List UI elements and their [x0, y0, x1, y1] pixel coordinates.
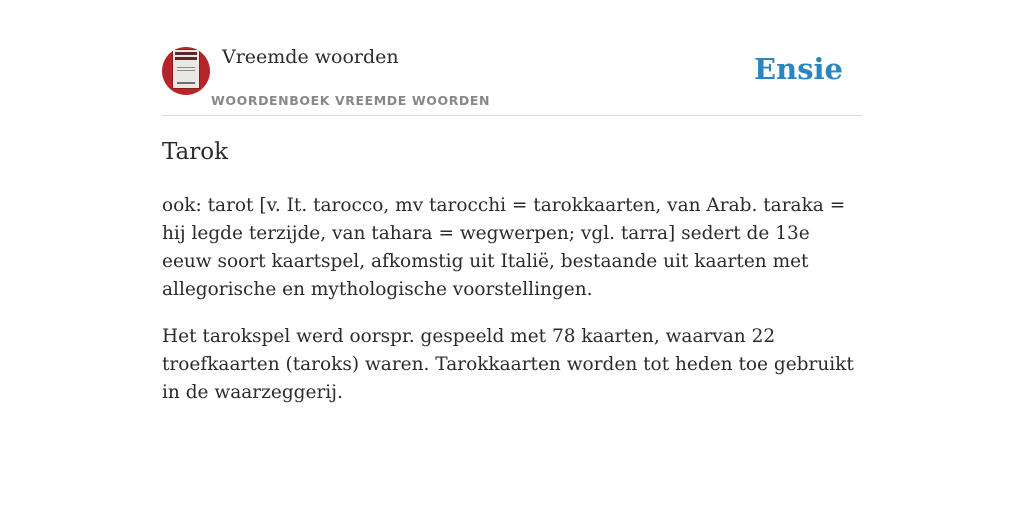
entry-definition — [162, 192, 862, 426]
source-subtitle: WOORDENBOEK VREEMDE WOORDEN — [211, 93, 491, 108]
definition-paragraph: Het tarokspel werd oorspr. gespeeld met 78 kaarten, waarvan 22 troefkaarten (taroks) waren. Tarokkaarten worden tot heden toe gebruikt in de waarzeggerij. — [162, 326, 854, 403]
entry-word: Tarok — [162, 139, 229, 165]
source-title[interactable]: Vreemde woorden — [222, 46, 399, 68]
definition-paragraph: ook: tarot [v. It. tarocco, mv tarocchi = tarokkaarten, van Arab. taraka = hij legde terzijde, van tahara = wegwerpen; vgl. tarra] sedert de 13e eeuw soort kaartspel, afkomstig uit Italië, bestaande uit kaarten met allegorische en mythologische voorstellingen. — [162, 195, 846, 300]
entry-header — [162, 0, 862, 116]
entry-card — [162, 0, 862, 512]
book-cover — [172, 49, 200, 89]
book-cover-icon[interactable] — [162, 47, 210, 95]
ensie-logo[interactable]: Ensie — [754, 52, 843, 86]
